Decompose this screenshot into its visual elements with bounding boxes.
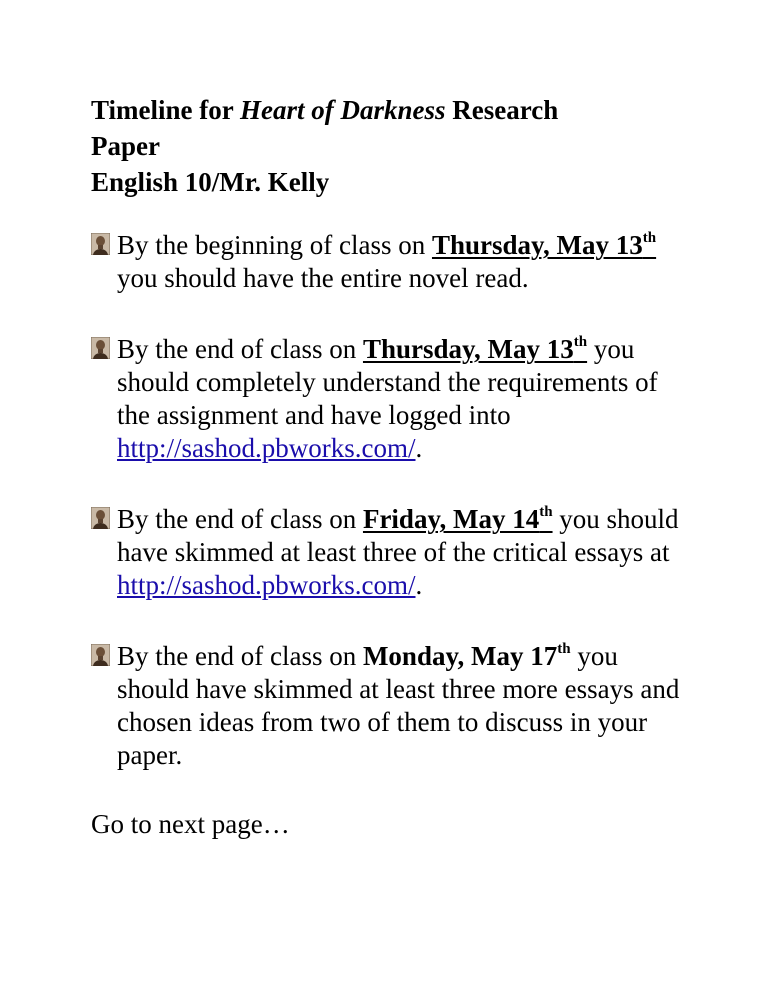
- pbworks-link[interactable]: http://sashod.pbworks.com/: [117, 570, 416, 600]
- timeline-item-2-text: By the end of class on Thursday, May 13th you should completely understand the requirements of the assignment and have logged into http://sashod.pbworks.com/.: [117, 334, 658, 463]
- timeline-item-1-text: By the beginning of class on Thursday, May 13th you should have the entire novel read.: [117, 230, 657, 293]
- book-title: Heart of Darkness: [240, 95, 446, 125]
- timeline-item-4: [91, 640, 691, 772]
- title-line-1: Timeline for Heart of Darkness Research: [91, 95, 559, 125]
- document-title: [91, 92, 691, 200]
- due-date: Thursday, May 13th: [431, 230, 657, 260]
- portrait-thumbnail-icon: [91, 507, 110, 529]
- due-date: Monday, May 17th: [362, 641, 571, 671]
- document-page: [91, 92, 691, 841]
- timeline-item-3-text: By the end of class on Friday, May 14th you should have skimmed at least three of the critical essays at http://sashod.pbworks.com/.: [117, 504, 679, 600]
- portrait-thumbnail-icon: [91, 337, 110, 359]
- course-line: English 10/Mr. Kelly: [91, 167, 330, 197]
- timeline-list: [91, 229, 691, 772]
- timeline-item-2: [91, 333, 691, 465]
- go-to-next-page-text: Go to next page…: [91, 809, 290, 839]
- due-date: Thursday, May 13th: [362, 334, 588, 364]
- timeline-item-3: [91, 503, 691, 602]
- pbworks-link[interactable]: http://sashod.pbworks.com/: [117, 433, 416, 463]
- timeline-item-4-text: By the end of class on Monday, May 17th you should have skimmed at least three more essays and chosen ideas from two of them to discuss in your paper.: [117, 641, 680, 770]
- portrait-thumbnail-icon: [91, 644, 110, 666]
- timeline-item-1: [91, 229, 691, 295]
- portrait-thumbnail-icon: [91, 233, 110, 255]
- title-line-2: Paper: [91, 131, 160, 161]
- due-date: Friday, May 14th: [362, 504, 553, 534]
